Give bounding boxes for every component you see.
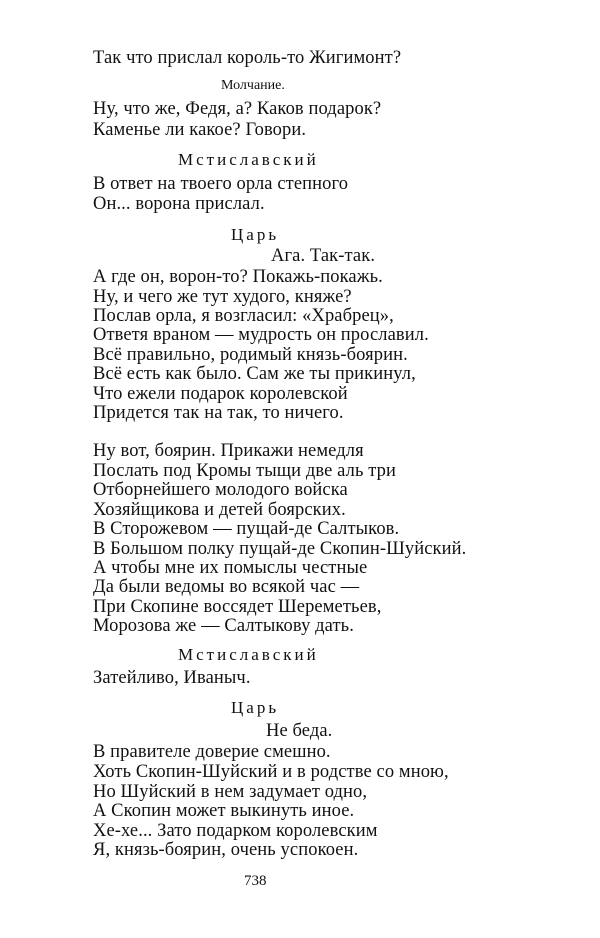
verse-line: Всё правильно, родимый князь-боярин. — [93, 345, 408, 365]
verse-line: Да были ведомы во всякой час — — [93, 577, 360, 597]
verse-line: Послав орла, я возгласил: «Храбрец», — [93, 306, 394, 326]
verse-line: Я, князь-боярин, очень успокоен. — [93, 840, 359, 860]
stage-direction: Молчание. — [221, 78, 285, 93]
verse-line: При Скопине воссядет Шереметьев, — [93, 597, 382, 617]
verse-line: Послать под Кромы тыщи две аль три — [93, 461, 396, 481]
verse-line: Отборнейшего молодого войска — [93, 480, 348, 500]
verse-line: Ну вот, боярин. Прикажи немедля — [93, 441, 364, 461]
speaker-name: Царь — [231, 225, 280, 244]
verse-line: Не беда. — [266, 721, 333, 741]
verse-line: В Большом полку пущай-де Скопин-Шуйский. — [93, 539, 467, 559]
verse-line: Ну, что же, Федя, а? Каков подарок? — [93, 99, 382, 119]
speaker-name: Царь — [231, 698, 280, 717]
verse-line: Всё есть как было. Сам же ты прикинул, — [93, 364, 416, 384]
page-number: 738 — [244, 873, 267, 889]
verse-line: Он... ворона прислал. — [93, 194, 265, 214]
speaker-name: Мстиславский — [178, 150, 319, 169]
verse-line: Так что прислал король-то Жигимонт? — [93, 48, 402, 68]
verse-line: Хе-хе... Зато подарком королевским — [93, 821, 378, 841]
verse-line: А где он, ворон-то? Покажь-покажь. — [93, 267, 383, 287]
verse-line: В Сторожевом — пущай-де Салтыков. — [93, 519, 400, 539]
verse-line: Ага. Так-так. — [271, 246, 376, 266]
verse-line: А Скопин может выкинуть иное. — [93, 801, 355, 821]
verse-line: Придется так на так, то ничего. — [93, 403, 344, 423]
verse-line: Ну, и чего же тут худого, княже? — [93, 287, 352, 307]
verse-line: А чтобы мне их помыслы честные — [93, 558, 368, 578]
verse-line: Хозяйщикова и детей боярских. — [93, 500, 346, 520]
verse-line: Что ежели подарок королевской — [93, 384, 348, 404]
verse-line: Морозова же — Салтыкову дать. — [93, 616, 354, 636]
verse-line: Каменье ли какое? Говори. — [93, 120, 307, 140]
verse-line: Затейливо, Иваныч. — [93, 668, 251, 688]
verse-line: Хоть Скопин-Шуйский и в родстве со мною, — [93, 762, 449, 782]
speaker-name: Мстиславский — [178, 645, 319, 664]
verse-line: В ответ на твоего орла степного — [93, 174, 349, 194]
verse-line: Ответя враном — мудрость он прославил. — [93, 325, 429, 345]
verse-line: В правителе доверие смешно. — [93, 742, 331, 762]
verse-line: Но Шуйский в нем задумает одно, — [93, 782, 368, 802]
